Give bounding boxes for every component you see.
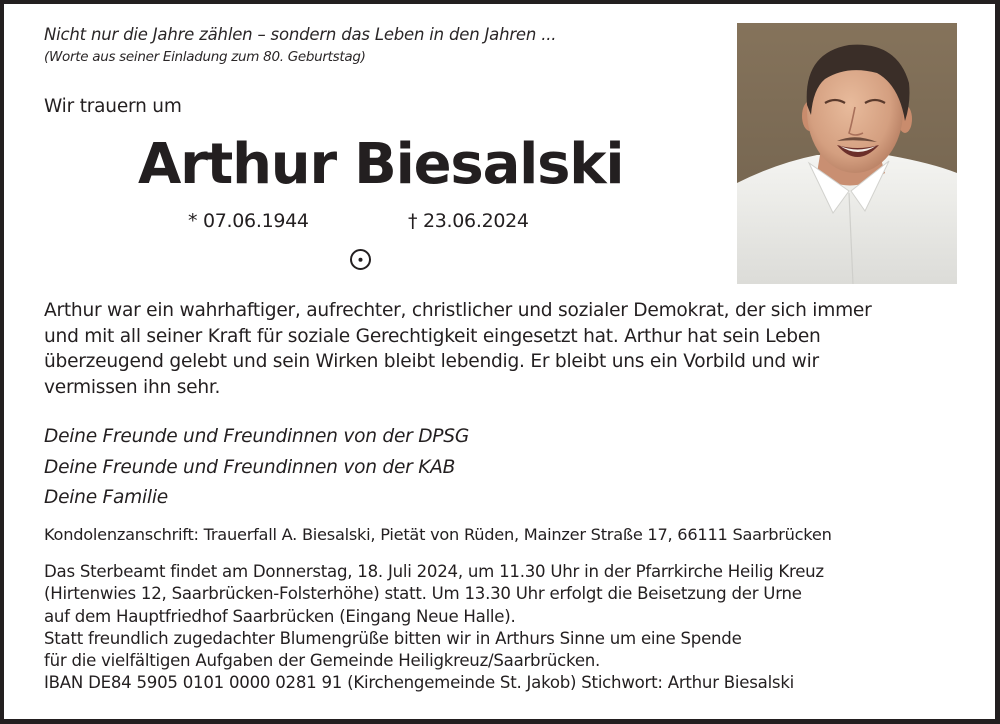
service-line: für die vielfältigen Aufgaben der Gemeinde Heiligkreuz/Saarbrücken. <box>44 651 601 671</box>
deceased-name: Arthur Biesalski <box>138 132 624 197</box>
circle-dot-icon <box>349 248 372 271</box>
signer: Deine Freunde und Freundinnen von der DPSG <box>44 426 469 447</box>
condolence-address: Kondolenzanschrift: Trauerfall A. Biesalski, Pietät von Rüden, Mainzer Straße 17, 66111 Saarbrücken <box>44 525 832 544</box>
signers-list <box>44 422 469 514</box>
service-line: (Hirtenwies 12, Saarbrücken-Folsterhöhe) statt. Um 13.30 Uhr erfolgt die Beisetzung der Urne <box>44 584 802 604</box>
service-line: Das Sterbeamt findet am Donnerstag, 18. Juli 2024, um 11.30 Uhr in der Pfarrkirche Heilig Kreuz <box>44 562 824 581</box>
service-line: IBAN DE84 5905 0101 0000 0281 91 (Kirchengemeinde St. Jakob) Stichwort: Arthur Biesalski <box>44 673 795 693</box>
signer: Deine Freunde und Freundinnen von der KAB <box>44 456 456 478</box>
service-line: auf dem Hauptfriedhof Saarbrücken (Eingang Neue Halle). <box>44 606 516 626</box>
death-date: † 23.06.2024 <box>408 210 529 232</box>
mourning-intro: Wir trauern um <box>44 96 182 117</box>
tribute-line: überzeugend gelebt und sein Wirken bleibt lebendig. Er bleibt uns ein Vorbild und wir <box>44 351 819 373</box>
birth-date: * 07.06.1944 <box>188 210 309 232</box>
tribute-line: Arthur war ein wahrhaftiger, aufrechter, christlicher und sozialer Demokrat, der sich immer <box>44 300 872 321</box>
motto-source: (Worte aus seiner Einladung zum 80. Geburtstag) <box>44 49 366 65</box>
signer: Deine Familie <box>44 487 168 508</box>
obituary-notice <box>4 4 995 719</box>
tribute-line: vermissen ihn sehr. <box>44 376 221 398</box>
portrait-illustration <box>737 23 957 284</box>
tribute-line: und mit all seiner Kraft für soziale Gerechtigkeit eingesetzt hat. Arthur hat sein Leben <box>44 325 821 347</box>
portrait-photo <box>737 23 957 284</box>
service-details <box>44 561 824 695</box>
motto-quote: Nicht nur die Jahre zählen – sondern das Leben in den Jahren ... <box>44 25 557 44</box>
service-line: Statt freundlich zugedachter Blumengrüße bitten wir in Arthurs Sinne um eine Spende <box>44 628 742 648</box>
tribute-text <box>44 298 872 400</box>
